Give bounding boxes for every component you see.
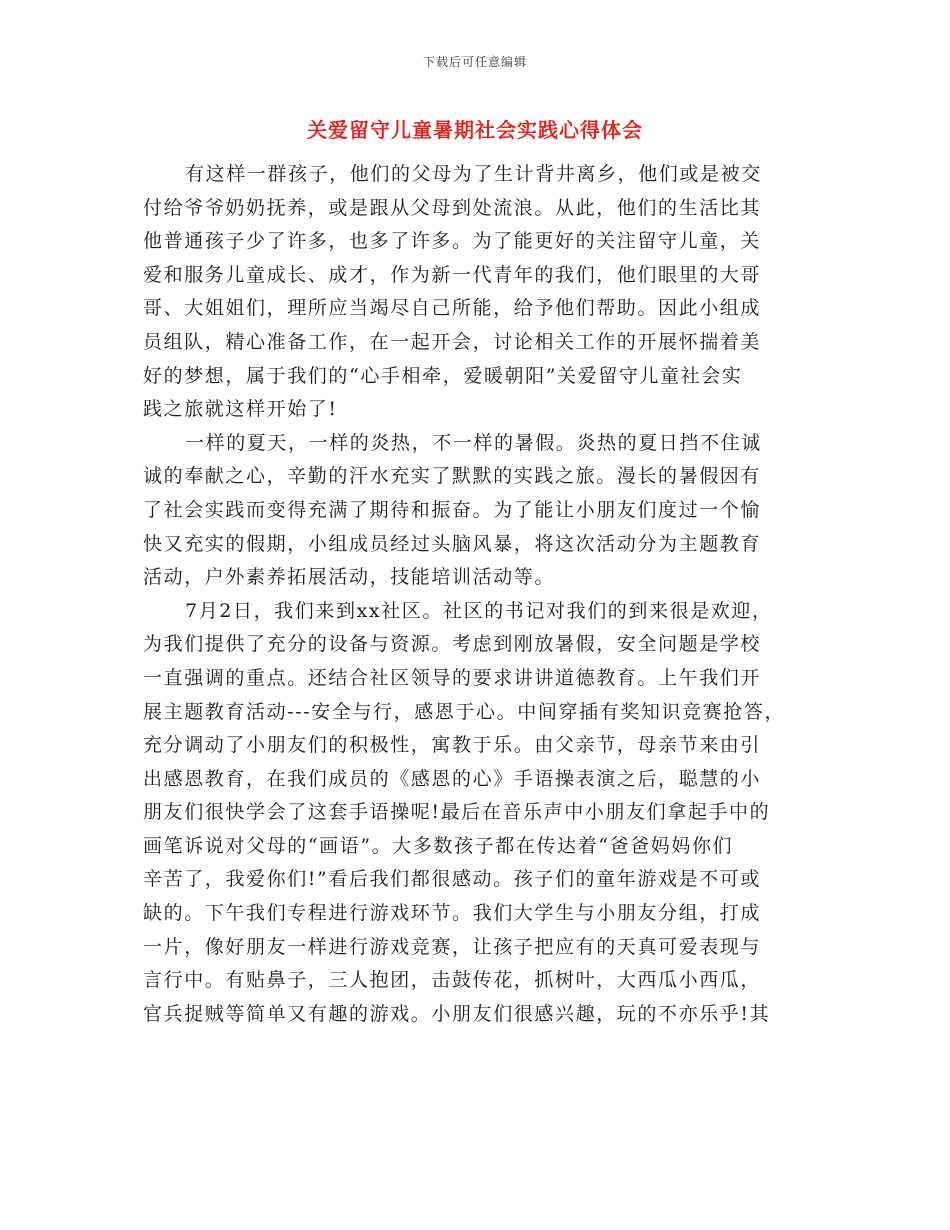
paragraph-line: 活动，户外素养拓展活动，技能培训活动等。	[143, 566, 556, 589]
paragraph	[143, 427, 813, 595]
paragraph-line: 朋友们很快学会了这套手语操呢!最后在音乐声中小朋友们拿起手中的	[143, 801, 771, 824]
paragraph-line: 诚的奉献之心，辛勤的汗水充实了默默的实践之旅。漫长的暑假因有	[143, 465, 762, 488]
paragraph-line: 言行中。有贴鼻子，三人抱团，击鼓传花，抓树叶，大西瓜小西瓜，	[143, 969, 762, 992]
paragraph-line: 出感恩教育，在我们成员的《感恩的心》手语操表演之后，聪慧的小	[143, 767, 762, 790]
document-title: 关爱留守儿童暑期社会实践心得体会	[307, 118, 643, 142]
paragraph-line: 哥、大姐姐们，理所应当竭尽自己所能，给予他们帮助。因此小组成	[143, 297, 762, 320]
paragraph-line: 快又充实的假期，小组成员经过头脑风暴，将这次活动分为主题教育	[143, 532, 762, 555]
paragraph-line: 画笔诉说对父母的“画语”。大多数孩子都在传达着“爸爸妈妈你们	[143, 834, 734, 857]
paragraph-line: 一样的夏天，一样的炎热，不一样的暑假。炎热的夏日挡不住诚	[185, 431, 762, 454]
paragraph-line: 缺的。下午我们专程进行游戏环节。我们大学生与小朋友分组，打成	[143, 902, 762, 925]
paragraph-line: 官兵捉贼等简单又有趣的游戏。小朋友们很感兴趣，玩的不亦乐乎!其	[143, 1002, 771, 1025]
paragraph-line: 展主题教育活动---安全与行，感恩于心。中间穿插有奖知识竞赛抢答，	[143, 700, 786, 723]
paragraph-line: 践之旅就这样开始了!	[143, 398, 338, 421]
paragraph-line: 付给爷爷奶奶抚养，或是跟从父母到处流浪。从此，他们的生活比其	[143, 196, 762, 219]
paragraph-line: 员组队，精心准备工作，在一起开会，讨论相关工作的开展怀揣着美	[143, 330, 762, 353]
paragraph-line: 为我们提供了充分的设备与资源。考虑到刚放暑假，安全问题是学校	[143, 633, 762, 656]
paragraph-line: 爱和服务儿童成长、成才，作为新一代青年的我们，他们眼里的大哥	[143, 263, 762, 286]
paragraph-line: 一片，像好朋友一样进行游戏竞赛，让孩子把应有的天真可爱表现与	[143, 935, 762, 958]
paragraph-line: 了社会实践而变得充满了期待和振奋。为了能让小朋友们度过一个愉	[143, 498, 762, 521]
header-note: 下载后可任意编辑	[422, 55, 527, 69]
document-body	[143, 158, 813, 1031]
paragraph-line: 他普通孩子少了许多，也多了许多。为了能更好的关注留守儿童，关	[143, 230, 762, 253]
paragraph-line: 好的梦想，属于我们的“心手相牵，爱暖朝阳”关爱留守儿童社会实	[143, 364, 743, 387]
paragraph	[143, 158, 813, 427]
paragraph-line: 有这样一群孩子，他们的父母为了生计背井离乡，他们或是被交	[185, 163, 762, 185]
paragraph	[143, 595, 813, 1032]
paragraph-line: 一直强调的重点。还结合社区领导的要求讲讲道德教育。上午我们开	[143, 666, 762, 689]
paragraph-line: 7月2日，我们来到xx社区。社区的书记对我们的到来很是欢迎，	[185, 599, 773, 622]
paragraph-line: 辛苦了，我爱你们!”看后我们都很感动。孩子们的童年游戏是不可或	[143, 868, 761, 891]
paragraph-line: 充分调动了小朋友们的积极性，寓教于乐。由父亲节，母亲节来由引	[143, 734, 762, 757]
